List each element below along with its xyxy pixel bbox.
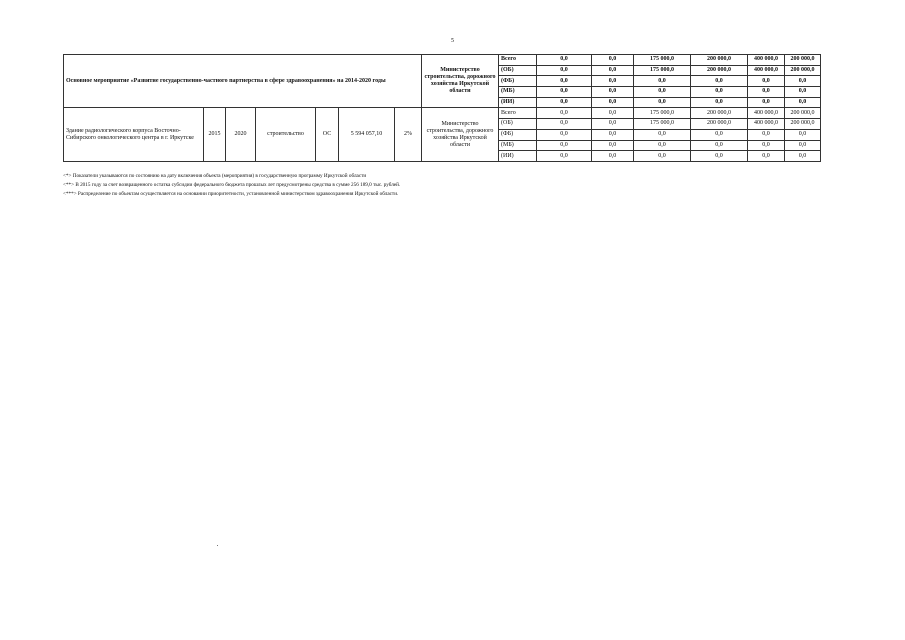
value-2020: 0,0 (785, 151, 821, 162)
value-2017: 0,0 (634, 140, 691, 151)
value-2015: 0,0 (537, 151, 592, 162)
funding-source: (ОБ) (499, 119, 537, 130)
value-2017: 175 000,0 (634, 119, 691, 130)
value-2018: 0,0 (691, 87, 748, 98)
value-2017: 175 000,0 (634, 55, 691, 66)
table-row (64, 55, 821, 66)
value-2020: 0,0 (785, 140, 821, 151)
value-2019: 0,0 (748, 129, 785, 140)
estimated-cost: 5 594 057,10 (339, 108, 395, 161)
funding-source: (ИИ) (499, 97, 537, 108)
funding-source: (МБ) (499, 140, 537, 151)
value-2016: 0,0 (592, 76, 634, 87)
value-2020: 200 000,0 (785, 119, 821, 130)
readiness-percent: 2% (395, 108, 422, 161)
budget-table (63, 54, 821, 162)
value-2015: 0,0 (537, 108, 592, 119)
funding-source: (ФБ) (499, 76, 537, 87)
value-2018: 200 000,0 (691, 65, 748, 76)
object-code: ОС (316, 108, 339, 161)
value-2015: 0,0 (537, 129, 592, 140)
value-2017: 0,0 (634, 151, 691, 162)
value-2019: 0,0 (748, 97, 785, 108)
value-2019: 400 000,0 (748, 108, 785, 119)
table-row (64, 108, 821, 119)
value-2016: 0,0 (592, 97, 634, 108)
funding-source: (ФБ) (499, 129, 537, 140)
value-2019: 0,0 (748, 140, 785, 151)
value-2018: 0,0 (691, 140, 748, 151)
value-2017: 175 000,0 (634, 65, 691, 76)
value-2017: 0,0 (634, 87, 691, 98)
value-2019: 400 000,0 (748, 55, 785, 66)
value-2017: 175 000,0 (634, 108, 691, 119)
funding-source: (ОБ) (499, 65, 537, 76)
value-2019: 0,0 (748, 151, 785, 162)
scan-speck (217, 545, 218, 546)
value-2020: 200 000,0 (785, 55, 821, 66)
value-2016: 0,0 (592, 151, 634, 162)
value-2016: 0,0 (592, 108, 634, 119)
value-2020: 0,0 (785, 87, 821, 98)
value-2020: 0,0 (785, 129, 821, 140)
footnotes (63, 172, 823, 199)
value-2020: 0,0 (785, 76, 821, 87)
footnote: <**> В 2015 году за счет возвращенного остатка субсидии федерального бюджета прошлых лет предусмотрены средства в сумме 256 189,0 тыс. рублей. (63, 182, 401, 188)
footnote: <***> Распределение по объектам осуществляется на основании приоритетности, установленной министерством здравоохранения Иркутской области. (63, 191, 399, 197)
value-2018: 0,0 (691, 76, 748, 87)
value-2015: 0,0 (537, 119, 592, 130)
value-2019: 0,0 (748, 76, 785, 87)
value-2016: 0,0 (592, 119, 634, 130)
value-2015: 0,0 (537, 97, 592, 108)
value-2018: 200 000,0 (691, 108, 748, 119)
value-2015: 0,0 (537, 76, 592, 87)
value-2019: 0,0 (748, 87, 785, 98)
value-2020: 200 000,0 (785, 65, 821, 76)
value-2019: 400 000,0 (748, 65, 785, 76)
work-type: строительство (256, 108, 316, 161)
value-2015: 0,0 (537, 65, 592, 76)
start-year: 2015 (204, 108, 226, 161)
value-2020: 0,0 (785, 97, 821, 108)
value-2017: 0,0 (634, 129, 691, 140)
funding-source: Всего (499, 55, 537, 66)
responsible-agency: Министерство строительства, дорожного хозяйства Иркутской области (422, 108, 499, 161)
value-2018: 200 000,0 (691, 119, 748, 130)
footnote: <*> Показатели указываются по состоянию на дату включения объекта (мероприятия) в государственную программу Иркутской области (63, 173, 367, 179)
funding-source: (МБ) (499, 87, 537, 98)
value-2018: 200 000,0 (691, 55, 748, 66)
main-activity-title: Основное мероприятие «Развитие государственно-частного партнерства в сфере здравоохранения» на 2014-2020 годы (64, 55, 422, 108)
end-year: 2020 (226, 108, 256, 161)
object-name: Здание радиологического корпуса Восточно-Сибирского онкологического центра в г. Иркутске (64, 108, 204, 161)
value-2018: 0,0 (691, 129, 748, 140)
value-2019: 400 000,0 (748, 119, 785, 130)
responsible-agency: Министерство строительства, дорожного хозяйства Иркутской области (422, 55, 499, 108)
value-2020: 200 000,0 (785, 108, 821, 119)
value-2015: 0,0 (537, 87, 592, 98)
value-2015: 0,0 (537, 55, 592, 66)
value-2016: 0,0 (592, 55, 634, 66)
value-2016: 0,0 (592, 87, 634, 98)
value-2016: 0,0 (592, 140, 634, 151)
value-2017: 0,0 (634, 76, 691, 87)
value-2018: 0,0 (691, 97, 748, 108)
value-2016: 0,0 (592, 129, 634, 140)
funding-source: Всего (499, 108, 537, 119)
page-number: 5 (451, 38, 454, 44)
value-2018: 0,0 (691, 151, 748, 162)
value-2016: 0,0 (592, 65, 634, 76)
value-2017: 0,0 (634, 97, 691, 108)
value-2015: 0,0 (537, 140, 592, 151)
funding-source: (ИИ) (499, 151, 537, 162)
